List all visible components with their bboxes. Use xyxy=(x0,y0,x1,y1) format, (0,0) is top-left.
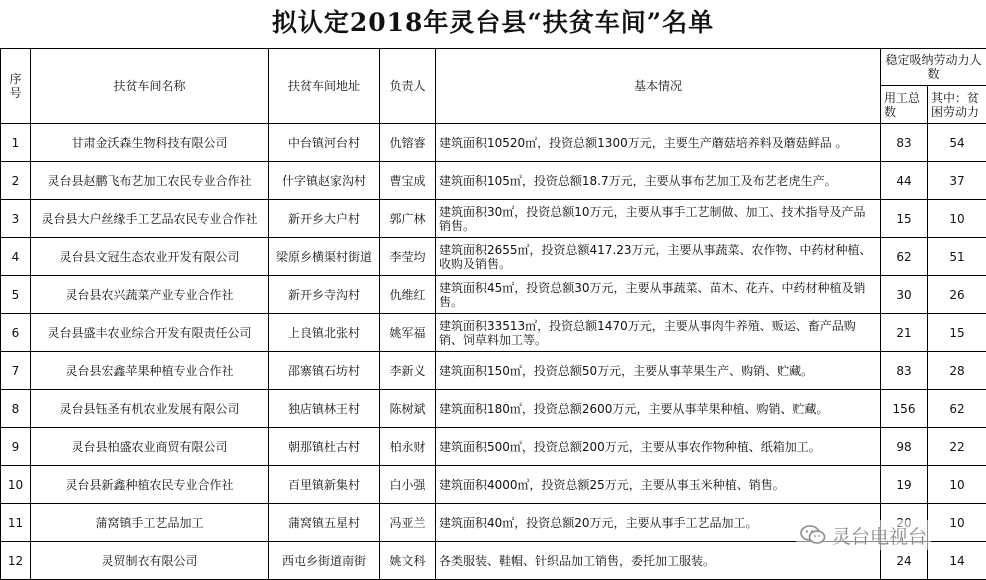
row-person: 陈树斌 xyxy=(380,390,436,428)
row-info: 建筑面积30㎡，投资总额10万元，主要从事手工艺制做、加工、技术指导及产品销售。 xyxy=(436,200,881,238)
row-person: 仇维红 xyxy=(380,276,436,314)
row-person: 姚军福 xyxy=(380,314,436,352)
table-row xyxy=(1,352,986,390)
row-total: 21 xyxy=(881,314,928,352)
row-total: 19 xyxy=(881,466,928,504)
row-total: 83 xyxy=(881,352,928,390)
row-total: 156 xyxy=(881,390,928,428)
table-row xyxy=(1,200,986,238)
table-row xyxy=(1,124,986,162)
row-poor: 10 xyxy=(928,466,986,504)
table-row xyxy=(1,162,986,200)
row-total: 44 xyxy=(881,162,928,200)
row-poor: 10 xyxy=(928,504,986,542)
header-labor: 稳定吸纳劳动力人数 xyxy=(881,49,986,86)
row-name: 灵台县宏鑫苹果种植专业合作社 xyxy=(31,352,269,390)
row-name: 灵台县大户丝缘手工艺品农民专业合作社 xyxy=(31,200,269,238)
page-title: 拟认定2018年灵台县“扶贫车间”名单 xyxy=(0,0,986,46)
table-row xyxy=(1,466,986,504)
row-name: 蒲窝镇手工艺品加工 xyxy=(31,504,269,542)
row-address: 朝那镇杜古村 xyxy=(269,428,380,466)
row-info: 建筑面积33513㎡，投资总额1470万元，主要从事肉牛养殖、贩运、畜产品购销、饲草料加工等。 xyxy=(436,314,881,352)
row-person: 李莹均 xyxy=(380,238,436,276)
row-seq: 3 xyxy=(1,200,31,238)
row-name: 灵台县钰圣有机农业发展有限公司 xyxy=(31,390,269,428)
row-name: 灵台县农兴蔬菜产业专业合作社 xyxy=(31,276,269,314)
row-address: 什字镇赵家沟村 xyxy=(269,162,380,200)
header-info: 基本情况 xyxy=(436,49,881,124)
row-address: 上良镇北张村 xyxy=(269,314,380,352)
row-seq: 7 xyxy=(1,352,31,390)
header-labor-total: 用工总数 xyxy=(881,86,928,124)
row-seq: 12 xyxy=(1,542,31,580)
row-poor: 22 xyxy=(928,428,986,466)
row-poor: 37 xyxy=(928,162,986,200)
row-total: 15 xyxy=(881,200,928,238)
row-info: 建筑面积180㎡，投资总额2600万元，主要从事苹果种植、购销、贮藏。 xyxy=(436,390,881,428)
row-seq: 8 xyxy=(1,390,31,428)
row-address: 中台镇河台村 xyxy=(269,124,380,162)
row-name: 灵台县柏盛农业商贸有限公司 xyxy=(31,428,269,466)
row-address: 梁原乡横渠村街道 xyxy=(269,238,380,276)
row-info: 建筑面积150㎡，投资总额50万元，主要从事苹果生产、购销、贮藏。 xyxy=(436,352,881,390)
row-name: 灵台县新鑫种植农民专业合作社 xyxy=(31,466,269,504)
header-address: 扶贫车间地址 xyxy=(269,49,380,124)
row-seq: 2 xyxy=(1,162,31,200)
row-person: 仇镕睿 xyxy=(380,124,436,162)
row-info: 建筑面积500㎡，投资总额200万元，主要从事农作物种植、纸箱加工。 xyxy=(436,428,881,466)
row-poor: 62 xyxy=(928,390,986,428)
watermark xyxy=(796,520,931,550)
row-seq: 10 xyxy=(1,466,31,504)
row-total: 24 xyxy=(881,542,928,580)
row-seq: 6 xyxy=(1,314,31,352)
row-poor: 54 xyxy=(928,124,986,162)
row-info: 建筑面积10520㎡，投资总额1300万元，主要生产蘑菇培养料及蘑菇鲜品 。 xyxy=(436,124,881,162)
row-poor: 15 xyxy=(928,314,986,352)
row-person: 李新义 xyxy=(380,352,436,390)
table-row xyxy=(1,428,986,466)
row-poor: 14 xyxy=(928,542,986,580)
poverty-workshop-table xyxy=(0,48,986,580)
row-address: 蒲窝镇五星村 xyxy=(269,504,380,542)
row-info: 建筑面积105㎡，投资总额18.7万元，主要从事布艺加工及布艺老虎生产。 xyxy=(436,162,881,200)
row-address: 独店镇林王村 xyxy=(269,390,380,428)
row-info: 各类服装、鞋帽、针织品加工销售，委托加工服装。 xyxy=(436,542,881,580)
row-info: 建筑面积40㎡，投资总额20万元，主要从事手工艺品加工。 xyxy=(436,504,881,542)
row-name: 灵台县赵鹏飞布艺加工农民专业合作社 xyxy=(31,162,269,200)
header-person: 负责人 xyxy=(380,49,436,124)
row-name: 甘肃金沃森生物科技有限公司 xyxy=(31,124,269,162)
row-seq: 9 xyxy=(1,428,31,466)
row-total: 83 xyxy=(881,124,928,162)
row-address: 新开乡大户村 xyxy=(269,200,380,238)
row-name: 灵台县盛丰农业综合开发有限责任公司 xyxy=(31,314,269,352)
row-seq: 1 xyxy=(1,124,31,162)
row-poor: 26 xyxy=(928,276,986,314)
row-total: 98 xyxy=(881,428,928,466)
row-info: 建筑面积2655㎡，投资总额417.23万元，主要从事蔬菜、农作物、中药材种植、收购及销售。 xyxy=(436,238,881,276)
watermark-text: 灵台电视台 xyxy=(832,522,927,549)
row-address: 百里镇新集村 xyxy=(269,466,380,504)
table-row xyxy=(1,238,986,276)
table-row xyxy=(1,276,986,314)
row-person: 柏永财 xyxy=(380,428,436,466)
row-name: 灵贸制衣有限公司 xyxy=(31,542,269,580)
header-labor-poor: 其中：贫困劳动力 xyxy=(928,86,986,124)
row-person: 曹宝成 xyxy=(380,162,436,200)
row-total: 30 xyxy=(881,276,928,314)
row-address: 新开乡寺沟村 xyxy=(269,276,380,314)
row-name: 灵台县文冠生态农业开发有限公司 xyxy=(31,238,269,276)
row-person: 姚文科 xyxy=(380,542,436,580)
row-total: 62 xyxy=(881,238,928,276)
row-poor: 51 xyxy=(928,238,986,276)
row-info: 建筑面积45㎡，投资总额30万元，主要从事蔬菜、苗木、花卉、中药材种植及销售。 xyxy=(436,276,881,314)
header-name: 扶贫车间名称 xyxy=(31,49,269,124)
row-address: 西屯乡街道南街 xyxy=(269,542,380,580)
header-seq: 序号 xyxy=(1,49,31,124)
row-person: 冯亚兰 xyxy=(380,504,436,542)
row-seq: 11 xyxy=(1,504,31,542)
row-person: 郭广林 xyxy=(380,200,436,238)
row-seq: 4 xyxy=(1,238,31,276)
table-row xyxy=(1,390,986,428)
row-info: 建筑面积4000㎡，投资总额25万元，主要从事玉米种植、销售。 xyxy=(436,466,881,504)
row-person: 白小强 xyxy=(380,466,436,504)
row-seq: 5 xyxy=(1,276,31,314)
row-address: 邵寨镇石坊村 xyxy=(269,352,380,390)
row-poor: 28 xyxy=(928,352,986,390)
table-row xyxy=(1,314,986,352)
wechat-icon xyxy=(800,525,826,545)
row-poor: 10 xyxy=(928,200,986,238)
